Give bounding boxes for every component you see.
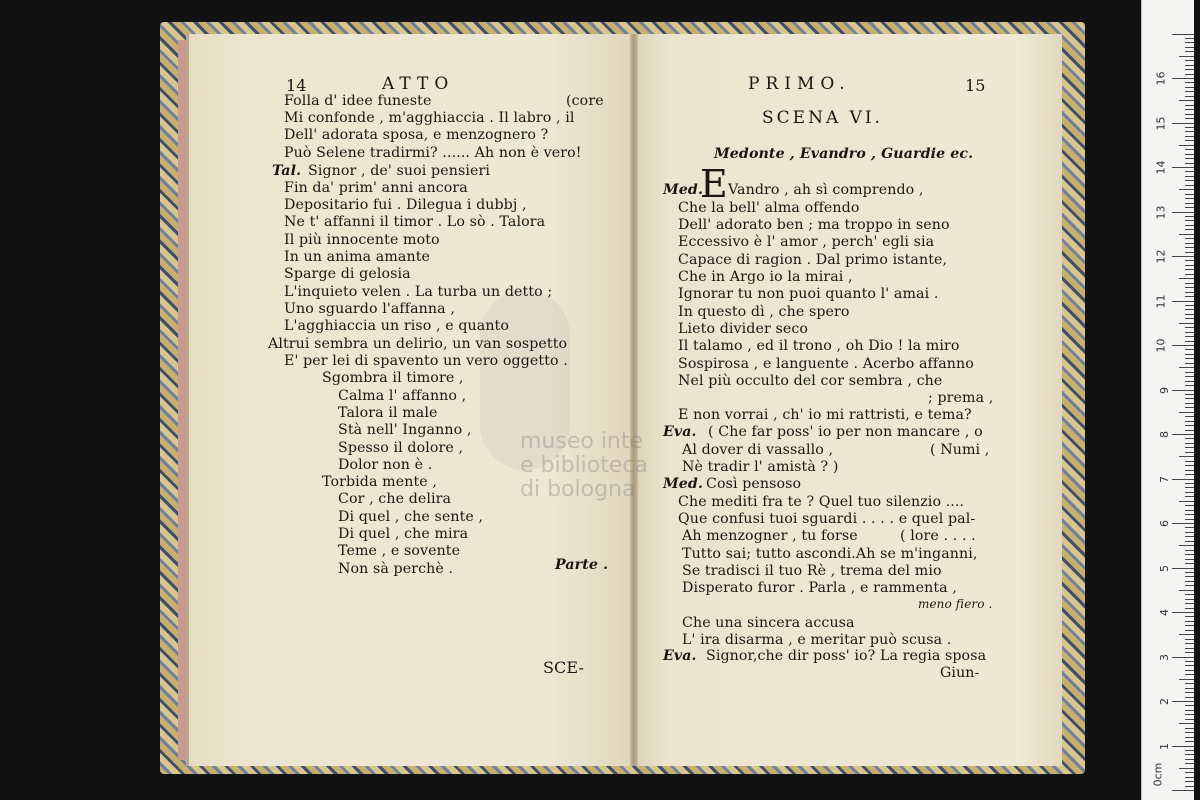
ruler-tick xyxy=(1185,327,1194,328)
ruler-number: 10 xyxy=(1154,338,1168,353)
ruler-tick xyxy=(1185,461,1194,462)
ruler-tick xyxy=(1172,390,1194,391)
running-header-left: ATTO xyxy=(382,74,455,94)
ruler-tick xyxy=(1185,82,1194,83)
ruler-tick xyxy=(1185,425,1194,426)
verse-line: In un anima amante xyxy=(284,249,430,265)
ruler-tick xyxy=(1185,496,1194,497)
ruler-tick xyxy=(1185,394,1194,395)
ruler-tick xyxy=(1185,688,1194,689)
verse-line: Mi confonde , m'agghiaccia . Il labro , il xyxy=(284,110,575,126)
verse-line: Il talamo , ed il trono , oh Dio ! la miro xyxy=(678,338,960,354)
ruler-tick xyxy=(1185,532,1194,533)
ruler-tick xyxy=(1185,274,1194,275)
ruler-number: 11 xyxy=(1154,294,1168,308)
ruler-tick xyxy=(1179,189,1194,190)
ruler-tick xyxy=(1185,332,1194,333)
verse-line: Sospirosa , e languente . Acerbo affanno xyxy=(678,356,974,372)
page-number-left: 14 xyxy=(286,76,307,95)
ruler-tick xyxy=(1185,674,1194,675)
verse-line: Così pensoso xyxy=(706,476,802,492)
verse-line: Cor , che delira xyxy=(338,491,452,507)
ruler-tick xyxy=(1172,256,1194,257)
ruler-tick xyxy=(1179,456,1194,457)
running-header-right: PRIMO. xyxy=(748,74,851,94)
stage-direction: Parte . xyxy=(555,557,609,573)
measurement-ruler xyxy=(1141,0,1194,800)
ruler-tick xyxy=(1185,772,1194,773)
verse-line: Che mediti fra te ? Quel tuo silenzio .... xyxy=(678,494,965,510)
ruler-tick xyxy=(1185,737,1194,738)
ruler-tick xyxy=(1185,176,1194,177)
ruler-tick xyxy=(1179,679,1194,680)
ruler-tick xyxy=(1185,443,1194,444)
ruler-tick xyxy=(1185,216,1194,217)
scene-heading: SCENA VI. xyxy=(762,108,884,128)
ruler-tick xyxy=(1185,777,1194,778)
drop-cap: E xyxy=(700,162,728,206)
ruler-tick xyxy=(1185,185,1194,186)
ruler-tick xyxy=(1185,238,1194,239)
ruler-tick xyxy=(1185,559,1194,560)
ruler-number: 15 xyxy=(1154,116,1168,130)
ruler-tick xyxy=(1185,438,1194,439)
ruler-tick xyxy=(1185,269,1194,270)
ruler-number: 4 xyxy=(1158,609,1171,616)
verse-line: Se tradisci il tuo Rè , trema del mio xyxy=(682,563,942,579)
ruler-tick xyxy=(1185,741,1194,742)
ruler-tick xyxy=(1185,180,1194,181)
ruler-tick xyxy=(1185,296,1194,297)
verse-line: Ah menzogner , tu forse xyxy=(682,528,858,544)
speaker-label: Eva. xyxy=(663,424,697,440)
ruler-tick xyxy=(1185,483,1194,484)
ruler-tick xyxy=(1179,768,1194,769)
ruler-number: 5 xyxy=(1158,564,1171,572)
ruler-tick xyxy=(1185,114,1194,115)
ruler-tick xyxy=(1185,65,1194,66)
ruler-tick xyxy=(1185,452,1194,453)
ruler-tick xyxy=(1179,501,1194,502)
ruler-tick xyxy=(1185,536,1194,537)
ruler-tick xyxy=(1185,381,1194,382)
ruler-tick xyxy=(1185,585,1194,586)
verse-line: ; prema , xyxy=(928,390,994,406)
ruler-tick xyxy=(1185,96,1194,97)
verse-line: Fin da' prim' anni ancora xyxy=(284,180,468,196)
verse-line: Depositario fui . Dilegua i dubbj , xyxy=(284,197,527,213)
ruler-tick xyxy=(1172,790,1194,791)
ruler-tick xyxy=(1185,118,1194,119)
ruler-tick xyxy=(1185,407,1194,408)
ruler-tick xyxy=(1185,554,1194,555)
verse-line: Che in Argo io la mirai , xyxy=(678,269,853,285)
ruler-tick xyxy=(1172,167,1194,168)
ruler-number: 9 xyxy=(1158,386,1171,394)
verse-line: Eccessivo è l' amor , perch' egli sia xyxy=(678,234,935,250)
ruler-tick xyxy=(1185,341,1194,342)
ruler-tick xyxy=(1179,56,1194,57)
ruler-tick xyxy=(1185,639,1194,640)
ruler-number: 2 xyxy=(1158,698,1171,705)
ruler-tick xyxy=(1185,403,1194,404)
ruler-number: 12 xyxy=(1154,249,1168,264)
ruler-tick xyxy=(1185,492,1194,493)
ruler-unit-label: 0cm xyxy=(1151,762,1165,787)
ruler-tick xyxy=(1185,705,1194,706)
verse-line: Che una sincera accusa xyxy=(682,615,855,631)
ruler-tick xyxy=(1185,149,1194,150)
ruler-tick xyxy=(1185,38,1194,39)
ruler-tick xyxy=(1185,136,1194,137)
ruler-tick xyxy=(1185,127,1194,128)
ruler-tick xyxy=(1185,292,1194,293)
ruler-tick xyxy=(1185,376,1194,377)
ruler-tick xyxy=(1185,541,1194,542)
ruler-number: 6 xyxy=(1158,520,1171,527)
ruler-tick xyxy=(1179,367,1194,368)
ruler-tick xyxy=(1185,625,1194,626)
ruler-tick xyxy=(1179,634,1194,635)
verse-line: L' ira disarma , e meritar può scusa . xyxy=(682,632,952,648)
verse-line: Dell' adorata sposa, e menzognero ? xyxy=(284,127,549,143)
watermark-line: e biblioteca xyxy=(520,453,648,478)
ruler-tick xyxy=(1185,505,1194,506)
ruler-tick xyxy=(1185,131,1194,132)
ruler-number: 13 xyxy=(1154,205,1168,219)
ruler-tick xyxy=(1185,385,1194,386)
verse-line: Altrui sembra un delirio, un van sospetto xyxy=(268,336,568,352)
ruler-tick xyxy=(1185,781,1194,782)
ruler-tick xyxy=(1185,576,1194,577)
page-edge xyxy=(178,40,186,760)
ruler-tick xyxy=(1185,648,1194,649)
ruler-tick xyxy=(1185,608,1194,609)
verse-line: L'agghiaccia un riso , e quanto xyxy=(284,318,509,334)
verse-line: Di quel , che sente , xyxy=(338,509,484,525)
ruler-tick xyxy=(1185,91,1194,92)
ruler-tick xyxy=(1179,723,1194,724)
verse-line: Dolor non è . xyxy=(338,457,433,473)
ruler-number: 7 xyxy=(1158,475,1171,483)
ruler-tick xyxy=(1172,701,1194,702)
ruler-tick xyxy=(1185,563,1194,564)
ruler-tick xyxy=(1179,100,1194,101)
ruler-tick xyxy=(1172,34,1194,35)
verse-line: E non vorrai , ch' io mi rattristi, e tema? xyxy=(678,407,972,423)
ruler-tick xyxy=(1185,519,1194,520)
text-line: (core xyxy=(566,93,604,109)
ruler-tick xyxy=(1185,194,1194,195)
ruler-tick xyxy=(1185,416,1194,417)
ruler-tick xyxy=(1172,434,1194,435)
ruler-tick xyxy=(1172,612,1194,613)
verse-line: Uno sguardo l'affanna , xyxy=(284,301,455,317)
ruler-tick xyxy=(1185,732,1194,733)
ruler-tick xyxy=(1185,430,1194,431)
verse-line: Può Selene tradirmi? ...... Ah non è vero! xyxy=(284,145,582,161)
speaker-label: Med. xyxy=(663,476,703,492)
verse-line: Ne t' affanni il timor . Lo sò . Talora xyxy=(284,214,546,230)
ruler-tick xyxy=(1185,714,1194,715)
verse-line: L'inquieto velen . La turba un detto ; xyxy=(284,284,553,300)
verse-line: meno fiero . xyxy=(918,597,993,611)
ruler-tick xyxy=(1185,786,1194,787)
verse-line: Al dover di vassallo , xyxy=(682,442,834,458)
speaker-label: Eva. xyxy=(663,648,697,664)
ruler-tick xyxy=(1185,349,1194,350)
verse-line: Signor,che dir poss' io? La regia sposa xyxy=(706,648,987,664)
watermark-text xyxy=(520,430,648,502)
ruler-tick xyxy=(1172,479,1194,480)
ruler-tick xyxy=(1179,234,1194,235)
ruler-tick xyxy=(1172,212,1194,213)
ruler-tick xyxy=(1185,309,1194,310)
watermark-line: museo inte xyxy=(520,429,644,454)
ruler-tick xyxy=(1185,421,1194,422)
ruler-tick xyxy=(1185,754,1194,755)
ruler-tick xyxy=(1185,465,1194,466)
ruler-number: 1 xyxy=(1158,742,1171,750)
ruler-tick xyxy=(1172,345,1194,346)
verse-line: Disperato furor . Parla , e rammenta , xyxy=(682,580,957,596)
ruler-tick xyxy=(1185,572,1194,573)
verse-line: Folla d' idee funeste xyxy=(284,93,432,109)
verse-line: Que confusi tuoi sguardi . . . . e quel pal- xyxy=(678,511,976,527)
verse-line: ( lore . . . . xyxy=(900,528,976,544)
speaker-label: Tal. xyxy=(272,163,302,179)
ruler-tick xyxy=(1172,657,1194,658)
ruler-tick xyxy=(1179,323,1194,324)
verse-line: Nel più occulto del cor sembra , che xyxy=(678,373,943,389)
verse-line: Che la bell' alma offendo xyxy=(678,200,860,216)
ruler-tick xyxy=(1172,568,1194,569)
ruler-tick xyxy=(1185,750,1194,751)
ruler-tick xyxy=(1185,42,1194,43)
ruler-tick xyxy=(1185,203,1194,204)
ruler-tick xyxy=(1185,372,1194,373)
text-line: Vandro , ah sì comprendo , xyxy=(728,182,924,198)
verse-line: ( Che far poss' io per non mancare , o xyxy=(708,424,983,440)
ruler-tick xyxy=(1172,746,1194,747)
verse-line: Spesso il dolore , xyxy=(338,440,464,456)
ruler-tick xyxy=(1185,665,1194,666)
ruler-tick xyxy=(1185,87,1194,88)
verse-line: Talora il male xyxy=(338,405,438,421)
ruler-tick xyxy=(1185,247,1194,248)
ruler-tick xyxy=(1185,697,1194,698)
ruler-tick xyxy=(1185,594,1194,595)
verse-line: Signor , de' suoi pensieri xyxy=(308,163,490,179)
ruler-tick xyxy=(1185,514,1194,515)
ruler-tick xyxy=(1185,163,1194,164)
ruler-tick xyxy=(1185,207,1194,208)
ruler-tick xyxy=(1185,683,1194,684)
ruler-tick xyxy=(1185,470,1194,471)
ruler-tick xyxy=(1185,603,1194,604)
ruler-tick xyxy=(1185,74,1194,75)
ruler-tick xyxy=(1185,550,1194,551)
ruler-tick xyxy=(1185,692,1194,693)
ruler-tick xyxy=(1185,487,1194,488)
ruler-tick xyxy=(1185,358,1194,359)
ruler-tick xyxy=(1172,123,1194,124)
ruler-tick xyxy=(1185,447,1194,448)
page-number-right: 15 xyxy=(965,76,986,95)
ruler-tick xyxy=(1185,710,1194,711)
ruler-tick xyxy=(1185,670,1194,671)
ruler-tick xyxy=(1185,283,1194,284)
ruler-tick xyxy=(1185,158,1194,159)
ruler-number: 16 xyxy=(1154,71,1168,86)
verse-line: Calma l' affanno , xyxy=(338,388,467,404)
ruler-tick xyxy=(1185,363,1194,364)
ruler-tick xyxy=(1185,154,1194,155)
ruler-tick xyxy=(1185,140,1194,141)
ruler-tick xyxy=(1185,243,1194,244)
ruler-tick xyxy=(1185,398,1194,399)
ruler-tick xyxy=(1185,287,1194,288)
verse-line: Teme , e sovente xyxy=(338,543,461,559)
watermark-line: di bologna xyxy=(520,477,636,502)
verse-line: Sgombra il timore , xyxy=(322,370,464,386)
ruler-tick xyxy=(1185,198,1194,199)
ruler-tick xyxy=(1185,252,1194,253)
ruler-tick xyxy=(1185,60,1194,61)
verse-line: ( Numi , xyxy=(930,442,990,458)
book-gutter xyxy=(630,34,638,766)
ruler-tick xyxy=(1185,759,1194,760)
ruler-tick xyxy=(1185,474,1194,475)
ruler-tick xyxy=(1172,523,1194,524)
verse-line: Sparge di gelosia xyxy=(284,266,411,282)
ruler-tick xyxy=(1185,51,1194,52)
ruler-tick xyxy=(1185,220,1194,221)
verse-line: Il più innocente moto xyxy=(284,232,440,248)
ruler-tick xyxy=(1185,318,1194,319)
ruler-tick xyxy=(1179,278,1194,279)
ruler-tick xyxy=(1172,78,1194,79)
verse-line: Giun- xyxy=(940,665,980,681)
ruler-tick xyxy=(1185,643,1194,644)
ruler-tick xyxy=(1185,581,1194,582)
ruler-tick xyxy=(1185,69,1194,70)
ruler-tick xyxy=(1185,265,1194,266)
ruler-tick xyxy=(1185,305,1194,306)
ruler-tick xyxy=(1185,510,1194,511)
verse-line: Stà nell' Inganno , xyxy=(338,422,472,438)
verse-line: Nè tradir l' amistà ? ) xyxy=(682,459,839,475)
verse-line: In questo dì , che spero xyxy=(678,304,850,320)
ruler-tick xyxy=(1185,728,1194,729)
ruler-tick xyxy=(1185,527,1194,528)
speaker-label: Med. xyxy=(663,182,703,198)
ruler-tick xyxy=(1185,314,1194,315)
ruler-tick xyxy=(1185,260,1194,261)
ruler-tick xyxy=(1185,661,1194,662)
verse-line: Ignorar tu non puoi quanto l' amai . xyxy=(678,286,939,302)
verse-line: Non sà perchè . xyxy=(338,561,454,577)
ruler-tick xyxy=(1185,336,1194,337)
ruler-tick xyxy=(1179,545,1194,546)
ruler-tick xyxy=(1185,621,1194,622)
ruler-tick xyxy=(1185,109,1194,110)
ruler-number: 8 xyxy=(1158,431,1171,438)
ruler-tick xyxy=(1185,652,1194,653)
verse-line: Di quel , che mira xyxy=(338,526,469,542)
ruler-tick xyxy=(1179,590,1194,591)
ruler-number: 14 xyxy=(1154,160,1168,175)
catchword: SCE- xyxy=(543,658,584,677)
verse-line: Torbida mente , xyxy=(322,474,437,490)
ruler-number: 3 xyxy=(1158,653,1171,661)
ruler-tick xyxy=(1185,229,1194,230)
verse-line: E' per lei di spavento un vero oggetto . xyxy=(284,353,568,369)
verse-line: Tutto sai; tutto ascondi.Ah se m'inganni, xyxy=(682,546,978,562)
ruler-tick xyxy=(1185,763,1194,764)
ruler-tick xyxy=(1185,171,1194,172)
ruler-tick xyxy=(1179,145,1194,146)
cast-list: Medonte , Evandro , Guardie ec. xyxy=(714,146,974,162)
ruler-tick xyxy=(1185,719,1194,720)
verse-line: Capace di ragion . Dal primo istante, xyxy=(678,252,948,268)
ruler-tick xyxy=(1185,616,1194,617)
ruler-tick xyxy=(1185,105,1194,106)
ruler-tick xyxy=(1179,412,1194,413)
verse-line: Dell' adorato ben ; ma troppo in seno xyxy=(678,217,950,233)
ruler-tick xyxy=(1172,301,1194,302)
ruler-tick xyxy=(1185,354,1194,355)
verse-line: Lieto divider seco xyxy=(678,321,809,337)
ruler-tick xyxy=(1185,47,1194,48)
ruler-tick xyxy=(1185,630,1194,631)
ruler-tick xyxy=(1185,599,1194,600)
ruler-tick xyxy=(1185,225,1194,226)
